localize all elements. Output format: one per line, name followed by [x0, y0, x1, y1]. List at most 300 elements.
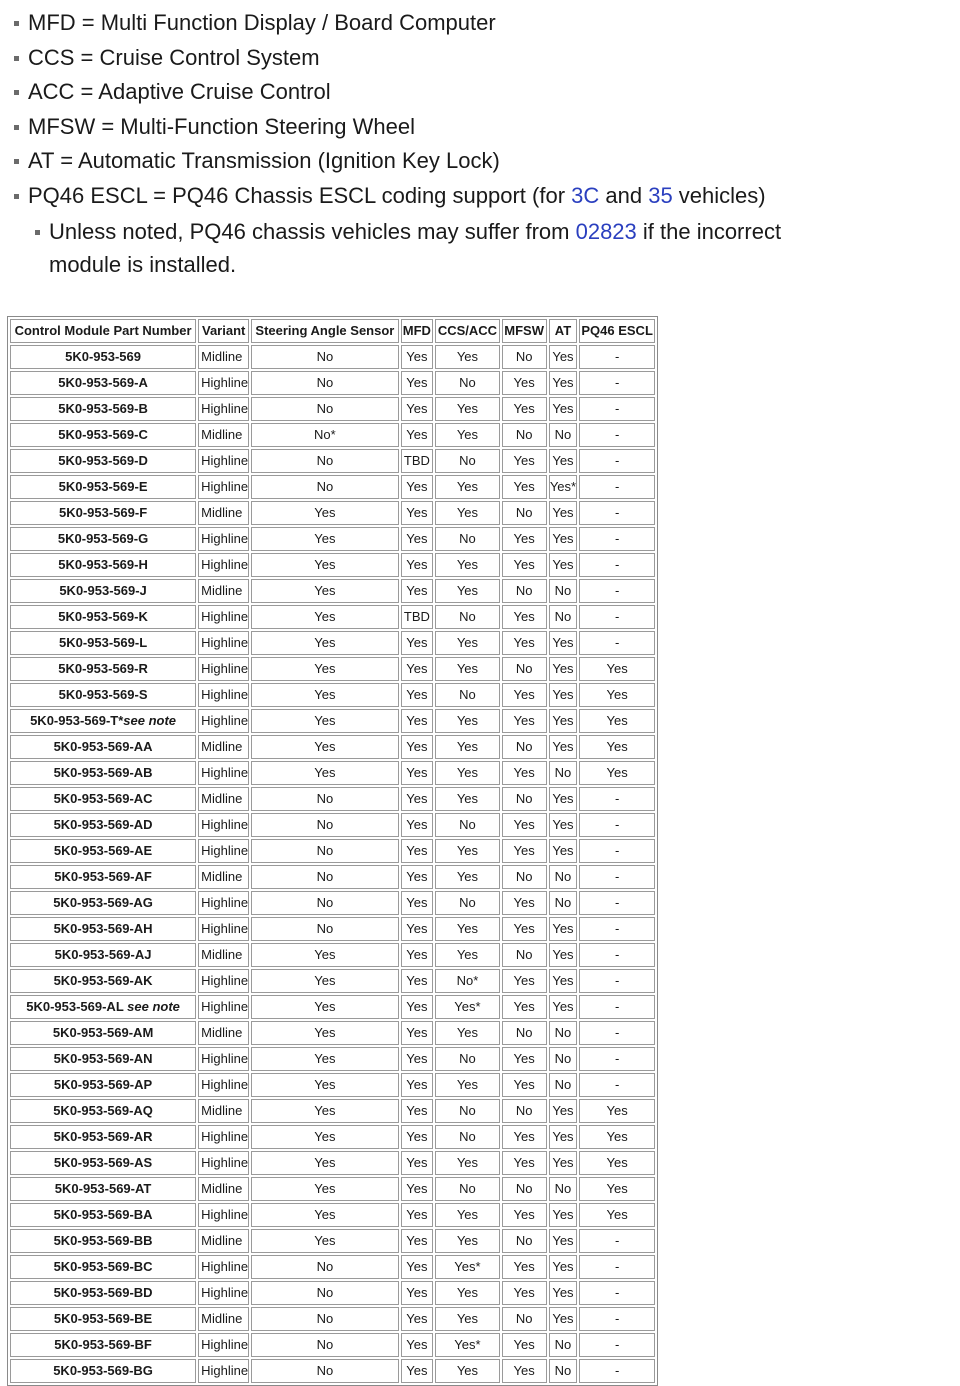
table-cell: Yes	[401, 839, 434, 863]
table-cell: Highline	[198, 1047, 249, 1071]
table-cell: Yes	[251, 579, 398, 603]
link-35[interactable]: 35	[648, 182, 673, 208]
table-cell: Highline	[198, 605, 249, 629]
table-cell: Yes	[401, 553, 434, 577]
table-cell: Yes	[251, 1047, 398, 1071]
part-number: 5K0-953-569-J	[59, 583, 147, 598]
table-cell: Yes	[435, 475, 499, 499]
legend-sub-text: Unless noted, PQ46 chassis vehicles may suffer from	[49, 219, 576, 244]
table-cell: No	[435, 527, 499, 551]
table-cell: Yes	[401, 761, 434, 785]
table-cell: Yes	[401, 1229, 434, 1253]
table-cell: Yes	[579, 657, 655, 681]
table-cell: No	[251, 839, 398, 863]
table-cell: No	[502, 1177, 547, 1201]
part-number: 5K0-953-569-AH	[53, 921, 153, 936]
legend-item	[14, 144, 944, 179]
legend-sub-suffix: if the incorrect module is installed.	[49, 219, 782, 277]
table-cell: Yes	[401, 1281, 434, 1305]
part-number: 5K0-953-569-B	[58, 401, 148, 416]
table-cell: Yes	[549, 501, 578, 525]
part-number: 5K0-953-569-AL	[26, 999, 124, 1014]
column-header: Steering Angle Sensor	[251, 319, 398, 343]
table-cell: Midline	[198, 1177, 249, 1201]
table-cell: Yes	[401, 995, 434, 1019]
table-cell: Yes	[549, 1203, 578, 1227]
table-cell: Yes	[435, 787, 499, 811]
table-cell: Yes	[502, 761, 547, 785]
table-row	[10, 761, 655, 785]
table-cell: Yes	[549, 813, 578, 837]
table-cell: No	[502, 345, 547, 369]
table-cell: No	[549, 1177, 578, 1201]
table-cell: No	[549, 1021, 578, 1045]
table-cell: -	[579, 891, 655, 915]
table-cell: No	[549, 1359, 578, 1383]
legend-item	[14, 41, 944, 76]
table-cell: Yes	[502, 683, 547, 707]
part-number-cell	[10, 1255, 196, 1279]
part-number-cell	[10, 605, 196, 629]
bullet-icon	[35, 230, 40, 235]
legend-item-text: MFD = Multi Function Display / Board Computer	[28, 10, 496, 35]
part-number: 5K0-953-569	[65, 349, 141, 364]
table-cell: No	[549, 579, 578, 603]
table-cell: Yes	[549, 553, 578, 577]
table-cell: No	[435, 1125, 499, 1149]
table-cell: Yes	[401, 1307, 434, 1331]
table-cell: Yes	[401, 371, 434, 395]
part-number: 5K0-953-569-C	[58, 427, 148, 442]
part-number-cell	[10, 943, 196, 967]
table-cell: Highline	[198, 1359, 249, 1383]
part-number: 5K0-953-569-AT	[54, 1181, 152, 1196]
table-cell: Yes	[502, 969, 547, 993]
part-number: 5K0-953-569-AB	[53, 765, 153, 780]
part-number: 5K0-953-569-AS	[53, 1155, 153, 1170]
table-cell: No	[549, 865, 578, 889]
table-cell: Yes	[549, 449, 578, 473]
part-number-cell	[10, 657, 196, 681]
table-cell: Yes	[401, 735, 434, 759]
table-cell: -	[579, 813, 655, 837]
table-cell: Midline	[198, 579, 249, 603]
part-number: 5K0-953-569-AD	[53, 817, 153, 832]
column-header: Control Module Part Number	[10, 319, 196, 343]
table-cell: Yes	[579, 1125, 655, 1149]
table-cell: -	[579, 475, 655, 499]
table-cell: Yes	[251, 943, 398, 967]
part-number-cell	[10, 345, 196, 369]
part-number-cell	[10, 1333, 196, 1357]
table-cell: No	[502, 1099, 547, 1123]
table-cell: -	[579, 839, 655, 863]
link-02823[interactable]: 02823	[575, 219, 637, 244]
table-cell: Yes	[401, 709, 434, 733]
part-number: 5K0-953-569-AE	[53, 843, 153, 858]
table-cell: Yes	[435, 631, 499, 655]
table-cell: Yes	[549, 709, 578, 733]
table-cell: Yes	[435, 1229, 499, 1253]
table-cell: Yes	[435, 761, 499, 785]
table-cell: Yes	[401, 345, 434, 369]
table-cell: No	[502, 1229, 547, 1253]
table-cell: No	[502, 657, 547, 681]
table-cell: Yes	[401, 1099, 434, 1123]
table-cell: Yes	[435, 553, 499, 577]
table-cell: Highline	[198, 449, 249, 473]
part-number: 5K0-953-569-H	[58, 557, 148, 572]
table-cell: -	[579, 943, 655, 967]
table-cell: Yes	[549, 345, 578, 369]
table-cell: Yes	[251, 631, 398, 655]
table-cell: Yes	[549, 631, 578, 655]
table-cell: -	[579, 1021, 655, 1045]
table-cell: -	[579, 865, 655, 889]
table-cell: -	[579, 501, 655, 525]
table-cell: Yes	[251, 553, 398, 577]
legend-item-escl	[14, 179, 944, 214]
legend-item-text: MFSW = Multi-Function Steering Wheel	[28, 113, 415, 139]
table-cell: Yes	[251, 735, 398, 759]
table-row	[10, 345, 655, 369]
table-row	[10, 995, 655, 1019]
table-cell: Highline	[198, 1255, 249, 1279]
table-row	[10, 1125, 655, 1149]
table-cell: Yes	[502, 605, 547, 629]
table-row	[10, 1021, 655, 1045]
table-cell: Yes	[502, 1151, 547, 1175]
table-cell: No	[502, 423, 547, 447]
table-cell: -	[579, 1281, 655, 1305]
table-cell: -	[579, 579, 655, 603]
table-cell: No	[251, 449, 398, 473]
table-cell: Yes	[401, 1359, 434, 1383]
table-cell: Yes*	[549, 475, 578, 499]
part-number: 5K0-953-569-D	[58, 453, 148, 468]
table-cell: Highline	[198, 891, 249, 915]
table-cell: No	[251, 1333, 398, 1357]
table-cell: Midline	[198, 423, 249, 447]
table-cell: No	[251, 917, 398, 941]
table-cell: Yes	[401, 423, 434, 447]
table-cell: No	[502, 1307, 547, 1331]
table-row	[10, 631, 655, 655]
table-row	[10, 1203, 655, 1227]
table-cell: Yes	[401, 891, 434, 915]
table-row	[10, 1333, 655, 1357]
table-cell: -	[579, 371, 655, 395]
bullet-icon	[14, 125, 19, 130]
table-cell: -	[579, 1333, 655, 1357]
table-cell: Yes	[502, 1359, 547, 1383]
table-cell: No*	[435, 969, 499, 993]
part-number-cell	[10, 917, 196, 941]
table-cell: No	[251, 1281, 398, 1305]
table-cell: Yes	[401, 1333, 434, 1357]
table-cell: Yes	[502, 449, 547, 473]
table-cell: No	[435, 683, 499, 707]
table-cell: Midline	[198, 345, 249, 369]
table-cell: No	[435, 1177, 499, 1201]
table-row	[10, 1281, 655, 1305]
table-cell: Yes	[251, 1229, 398, 1253]
table-row	[10, 917, 655, 941]
part-number-cell	[10, 1073, 196, 1097]
table-cell: Yes	[435, 1281, 499, 1305]
table-cell: Yes	[435, 423, 499, 447]
table-cell: Yes	[549, 1229, 578, 1253]
table-cell: Highline	[198, 917, 249, 941]
table-cell: Highline	[198, 1073, 249, 1097]
part-number-cell	[10, 969, 196, 993]
table-cell: No	[435, 1099, 499, 1123]
table-cell: Highline	[198, 475, 249, 499]
table-cell: No	[435, 891, 499, 915]
table-cell: Highline	[198, 1281, 249, 1305]
table-cell: Yes	[502, 839, 547, 863]
part-number: 5K0-953-569-G	[57, 531, 149, 546]
table-cell: Yes	[579, 735, 655, 759]
part-number-cell	[10, 1229, 196, 1253]
table-cell: Yes	[549, 839, 578, 863]
part-number-cell	[10, 709, 196, 733]
part-number-cell	[10, 1021, 196, 1045]
table-cell: -	[579, 605, 655, 629]
table-cell: Midline	[198, 1229, 249, 1253]
part-number: 5K0-953-569-BE	[53, 1311, 153, 1326]
column-header: Variant	[198, 319, 249, 343]
table-cell: TBD	[401, 449, 434, 473]
table-cell: Yes	[251, 1177, 398, 1201]
table-cell: Yes	[251, 683, 398, 707]
table-cell: No	[549, 1333, 578, 1357]
part-number-cell	[10, 527, 196, 551]
table-cell: Yes	[549, 995, 578, 1019]
table-cell: Yes	[251, 1073, 398, 1097]
part-number: 5K0-953-569-F	[58, 505, 148, 520]
table-cell: Yes	[502, 917, 547, 941]
table-cell: Yes	[579, 1177, 655, 1201]
table-cell: Yes	[549, 1307, 578, 1331]
table-cell: Yes	[435, 501, 499, 525]
table-cell: No	[435, 813, 499, 837]
table-cell: Midline	[198, 865, 249, 889]
part-number-cell	[10, 813, 196, 837]
table-cell: -	[579, 1229, 655, 1253]
table-cell: Yes	[401, 1203, 434, 1227]
table-cell: No	[502, 865, 547, 889]
table-cell: Yes	[435, 397, 499, 421]
table-cell: Yes	[435, 1021, 499, 1045]
legend-item-text: ACC = Adaptive Cruise Control	[28, 79, 331, 104]
table-cell: Highline	[198, 1151, 249, 1175]
table-cell: Yes	[251, 969, 398, 993]
part-number: 5K0-953-569-AG	[53, 895, 153, 910]
table-cell: Highline	[198, 709, 249, 733]
table-cell: Yes	[401, 813, 434, 837]
table-cell: No	[435, 1047, 499, 1071]
table-cell: Yes	[502, 1281, 547, 1305]
table-cell: Yes	[579, 683, 655, 707]
part-number: 5K0-953-569-E	[58, 479, 148, 494]
table-cell: Highline	[198, 631, 249, 655]
table-cell: Yes	[435, 1307, 499, 1331]
table-cell: Yes	[401, 501, 434, 525]
table-cell: Yes	[502, 475, 547, 499]
table-cell: Yes	[435, 709, 499, 733]
table-row	[10, 475, 655, 499]
abbreviation-legend	[14, 6, 944, 281]
table-row	[10, 1047, 655, 1071]
part-number: 5K0-953-569-AA	[53, 739, 153, 754]
table-cell: Yes	[502, 891, 547, 915]
table-header-row	[10, 319, 655, 343]
table-cell: No	[251, 1307, 398, 1331]
part-number-cell	[10, 1307, 196, 1331]
part-number-cell	[10, 1099, 196, 1123]
table-cell: Yes	[251, 657, 398, 681]
table-cell: Highline	[198, 1333, 249, 1357]
table-cell: No	[502, 501, 547, 525]
table-cell: No	[549, 891, 578, 915]
table-cell: No	[435, 605, 499, 629]
legend-item-text: AT = Automatic Transmission (Ignition Key Lock)	[28, 148, 500, 173]
table-cell: Yes	[502, 1333, 547, 1357]
table-cell: Yes	[401, 527, 434, 551]
table-row	[10, 371, 655, 395]
table-cell: -	[579, 1047, 655, 1071]
part-number: 5K0-953-569-BB	[53, 1233, 153, 1248]
table-row	[10, 813, 655, 837]
table-cell: No	[549, 423, 578, 447]
table-row	[10, 1151, 655, 1175]
bullet-icon	[14, 159, 19, 164]
link-3c[interactable]: 3C	[571, 182, 600, 208]
table-cell: Yes	[502, 1203, 547, 1227]
table-cell: Yes	[549, 1151, 578, 1175]
table-cell: Highline	[198, 397, 249, 421]
part-number: 5K0-953-569-BA	[53, 1207, 153, 1222]
table-cell: No	[251, 1255, 398, 1279]
table-cell: Yes	[579, 1151, 655, 1175]
table-cell: No*	[251, 423, 398, 447]
table-cell: -	[579, 1307, 655, 1331]
table-cell: Midline	[198, 1021, 249, 1045]
table-row	[10, 709, 655, 733]
table-cell: Yes	[251, 1099, 398, 1123]
table-cell: Yes	[502, 813, 547, 837]
table-cell: Highline	[198, 527, 249, 551]
part-number: 5K0-953-569-R	[58, 661, 148, 676]
table-cell: Yes	[435, 657, 499, 681]
part-number: 5K0-953-569-AP	[53, 1077, 153, 1092]
table-row	[10, 1359, 655, 1383]
table-row	[10, 527, 655, 551]
table-cell: -	[579, 345, 655, 369]
table-row	[10, 423, 655, 447]
part-number-cell	[10, 501, 196, 525]
legend-item	[14, 75, 944, 110]
table-cell: Yes	[549, 735, 578, 759]
part-number-cell	[10, 371, 196, 395]
parts-table-container	[7, 316, 658, 1386]
table-row	[10, 553, 655, 577]
table-cell: Yes	[401, 475, 434, 499]
bullet-icon	[14, 21, 19, 26]
table-cell: Yes	[251, 605, 398, 629]
part-number-cell	[10, 1125, 196, 1149]
table-cell: Yes	[401, 1047, 434, 1071]
table-row	[10, 449, 655, 473]
table-cell: No	[502, 943, 547, 967]
table-cell: Highline	[198, 761, 249, 785]
table-cell: No	[251, 371, 398, 395]
part-number: 5K0-953-569-S	[58, 687, 148, 702]
part-number: 5K0-953-569-L	[58, 635, 148, 650]
table-cell: Yes	[502, 553, 547, 577]
part-number-cell	[10, 891, 196, 915]
table-cell: Yes	[435, 579, 499, 603]
table-cell: Yes	[549, 1125, 578, 1149]
table-cell: Yes*	[435, 1333, 499, 1357]
table-cell: Highline	[198, 553, 249, 577]
table-cell: No	[549, 1047, 578, 1071]
table-row	[10, 397, 655, 421]
part-number-cell	[10, 397, 196, 421]
table-cell: Yes	[502, 709, 547, 733]
table-cell: Yes	[549, 371, 578, 395]
table-cell: Yes	[435, 839, 499, 863]
table-cell: Yes	[401, 943, 434, 967]
table-cell: Yes	[435, 1203, 499, 1227]
table-row	[10, 787, 655, 811]
table-cell: Yes	[401, 1255, 434, 1279]
table-cell: Yes	[549, 657, 578, 681]
table-cell: Yes	[502, 1047, 547, 1071]
part-number: 5K0-953-569-AC	[53, 791, 153, 806]
table-cell: Highline	[198, 995, 249, 1019]
table-cell: No	[549, 761, 578, 785]
table-cell: -	[579, 397, 655, 421]
part-number: 5K0-953-569-K	[58, 609, 148, 624]
table-cell: Yes	[502, 1255, 547, 1279]
table-row	[10, 1307, 655, 1331]
table-cell: Yes	[401, 917, 434, 941]
table-cell: Highline	[198, 1203, 249, 1227]
legend-item-text: CCS = Cruise Control System	[28, 44, 320, 70]
table-cell: Yes	[251, 709, 398, 733]
part-number-cell	[10, 839, 196, 863]
table-cell: Yes	[251, 527, 398, 551]
table-cell: Yes	[579, 709, 655, 733]
table-cell: -	[579, 449, 655, 473]
table-row	[10, 943, 655, 967]
table-cell: No	[251, 475, 398, 499]
table-cell: Yes	[549, 1281, 578, 1305]
table-cell: -	[579, 1359, 655, 1383]
table-cell: Yes	[549, 1099, 578, 1123]
part-number: 5K0-953-569-BD	[53, 1285, 153, 1300]
column-header: PQ46 ESCL	[579, 319, 655, 343]
table-cell: Yes	[251, 501, 398, 525]
table-cell: Highline	[198, 371, 249, 395]
table-cell: Midline	[198, 943, 249, 967]
part-number: 5K0-953-569-BF	[54, 1337, 152, 1352]
part-number-cell	[10, 995, 196, 1019]
table-cell: Yes	[502, 1073, 547, 1097]
table-cell: Yes	[401, 1073, 434, 1097]
